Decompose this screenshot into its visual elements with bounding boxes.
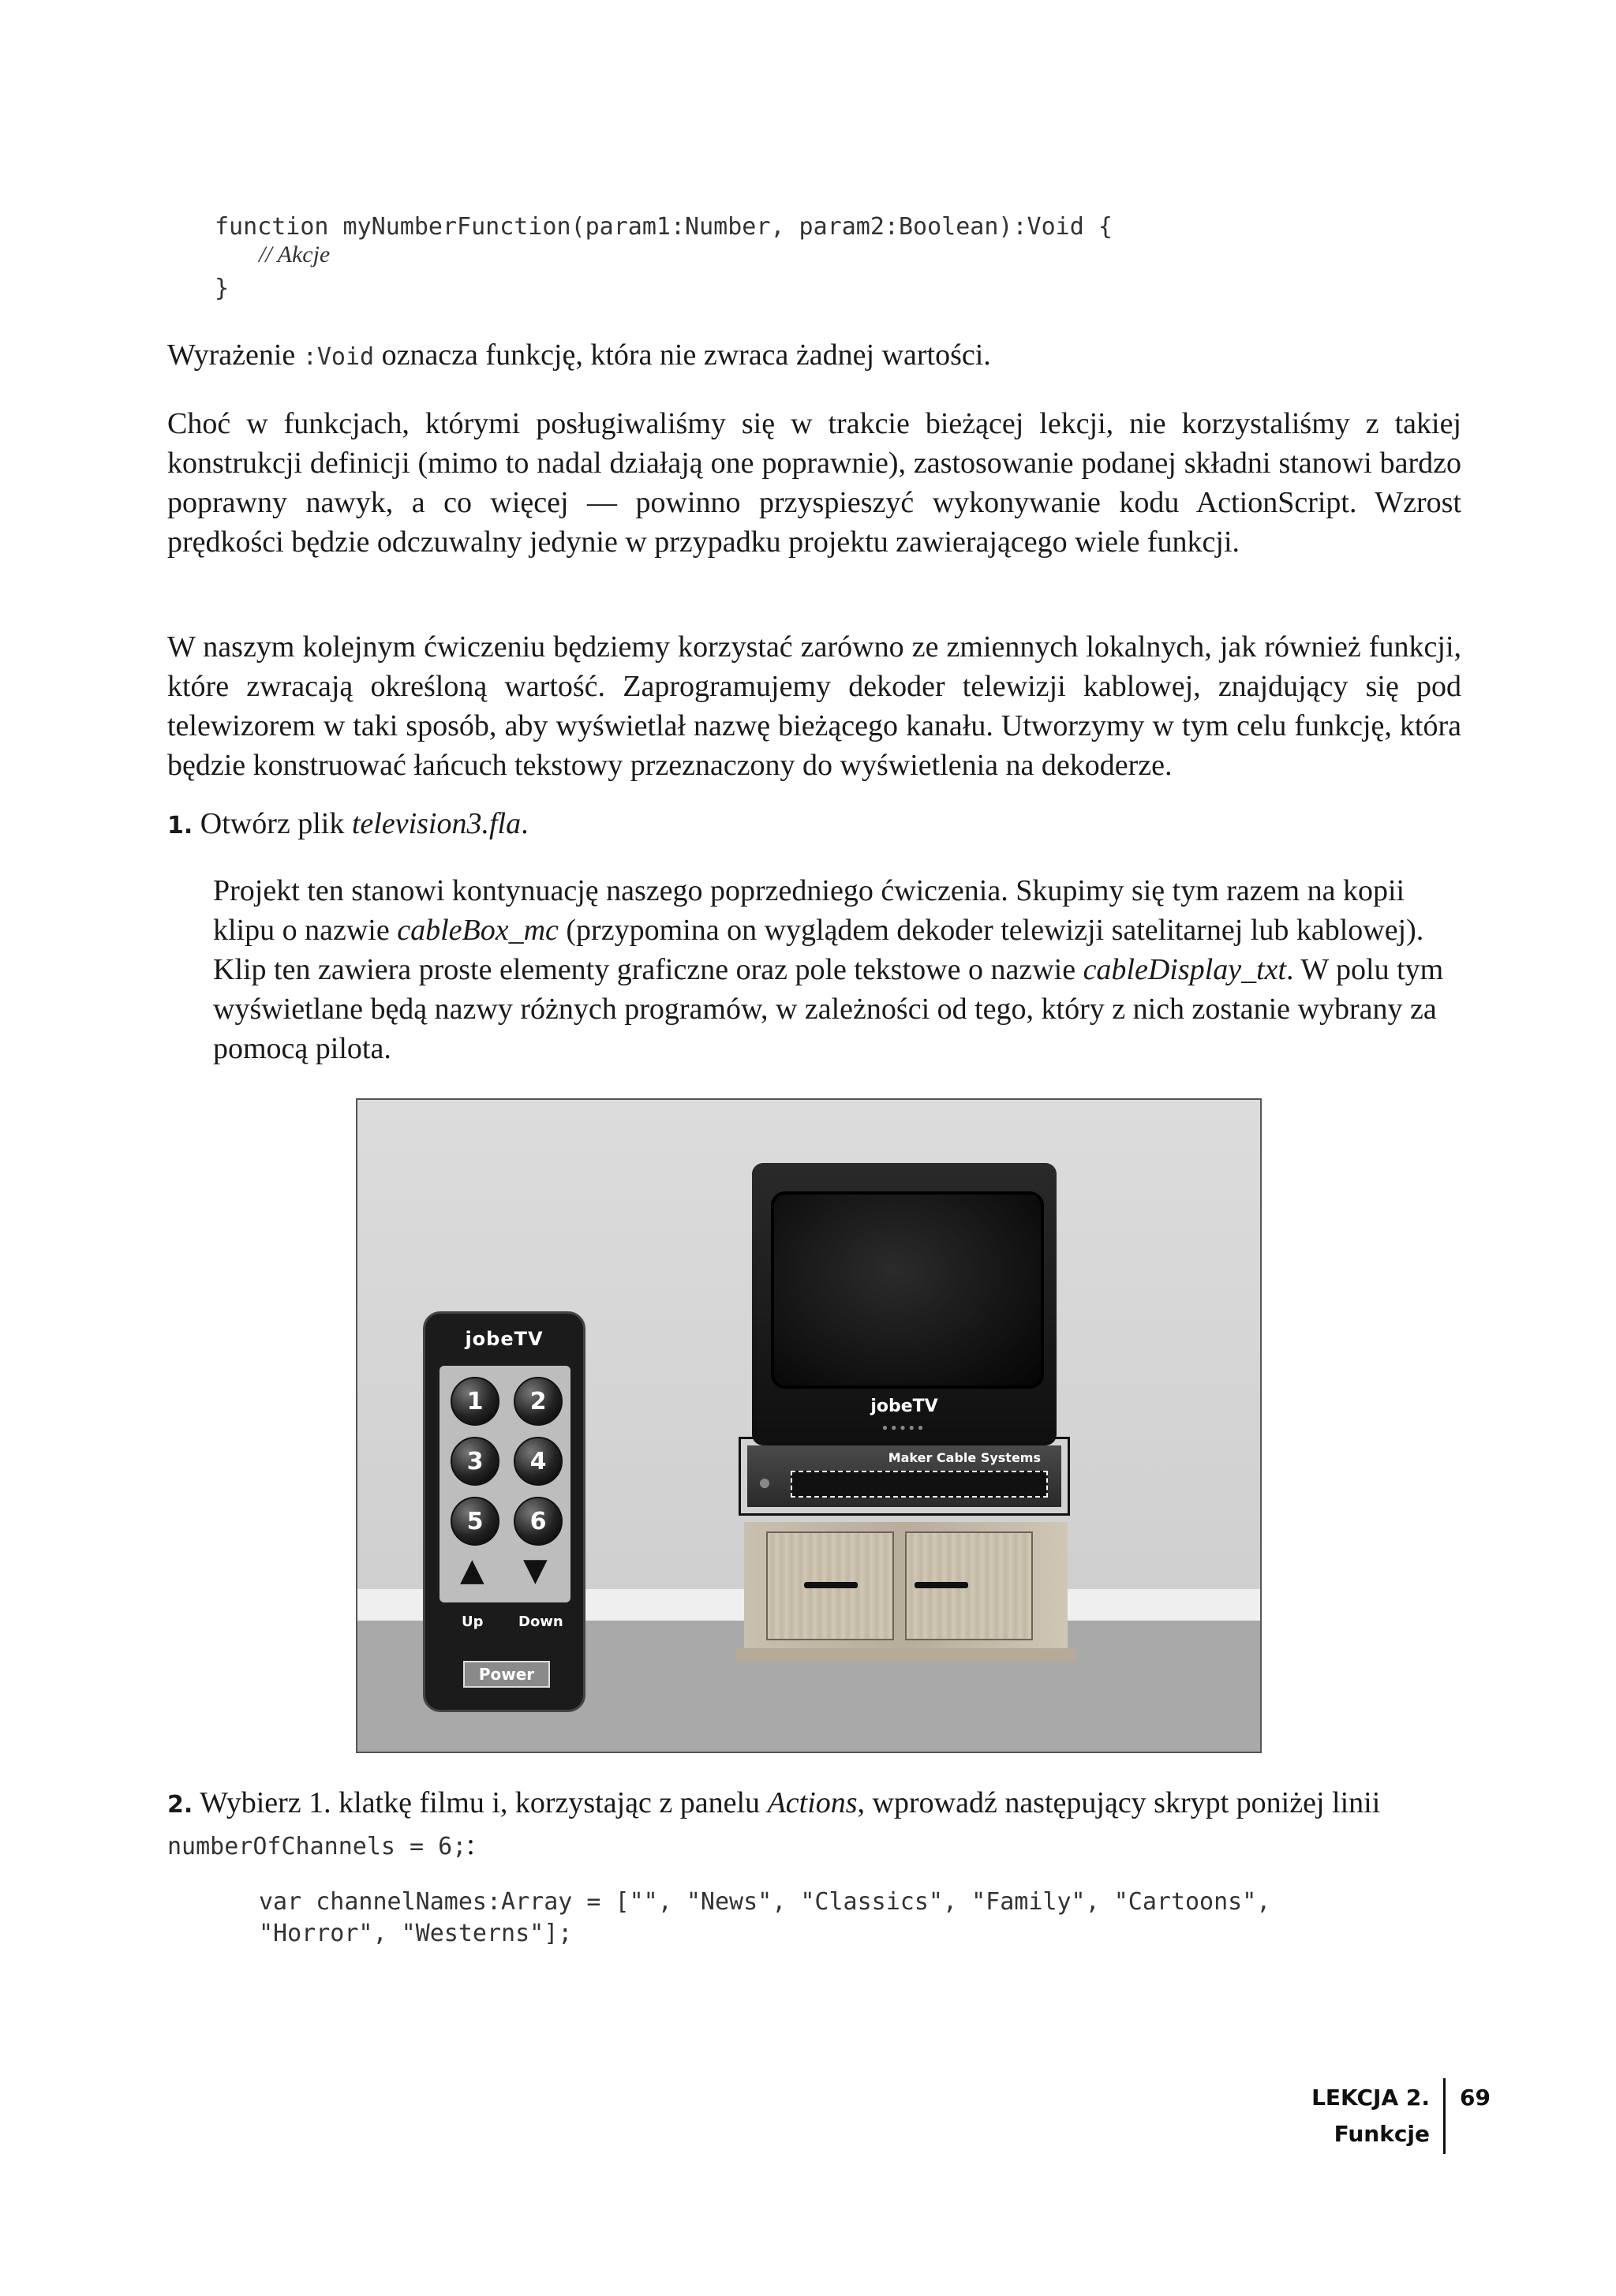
up-arrow-icon[interactable]: ▲: [460, 1552, 484, 1588]
remote-control: [423, 1311, 585, 1712]
remote-brand-label: jobeTV: [465, 1328, 544, 1350]
void-code: :Void: [302, 343, 375, 371]
step-1-desc-part1: Projekt ten stanowi kontynuację naszego poprzedniego ćwiczenia. Skupimy się tym razem na kopii klipu o nazwie: [213, 874, 1405, 947]
cabinet-base: [736, 1648, 1075, 1661]
paragraph-void: [167, 335, 1461, 377]
cabinet-door-left: [766, 1531, 894, 1640]
paragraph-syntax-habit: Choć w funkcjach, którymi posługiwaliśmy się w trakcie bieżącej lekcji, nie korzystaliśmy z takiej konstrukcji definicji (mimo to nadal działają one poprawnie), zastosowanie podanej składni stanowi bardzo poprawny nawyk, a co więcej — powinno przyspieszyć wykonywanie kodu ActionScript. Wzrost prędkości będzie odczuwalny jedynie w przypadku projektu zawierającego wiele funkcji.: [167, 407, 1461, 559]
remote-button-5[interactable]: 5: [451, 1497, 499, 1546]
figure-tv-scene: [356, 1098, 1262, 1753]
step-2-code: numberOfChannels = 6;: [167, 1833, 467, 1860]
code-line-channel-names-2: "Horror", "Westerns"];: [259, 1920, 573, 1947]
cable-display-field: [791, 1471, 1048, 1498]
power-button[interactable]: Power: [463, 1661, 550, 1688]
code-comment: // Akcje: [259, 241, 331, 267]
step-2: [167, 1783, 1461, 1867]
cabinet-handle-left: [804, 1582, 858, 1588]
remote-button-6[interactable]: 6: [514, 1497, 563, 1546]
step-1: [167, 804, 1461, 846]
cabinet-handle-right: [915, 1582, 968, 1588]
step-1-desc-part3: . W polu tym wyświetlane będą nazwy różnych programów, w zależności od tego, który z nich zostanie wybrany za pomocą pilota.: [213, 953, 1444, 1065]
step-1-description: [213, 871, 1444, 1068]
step-2-text-after: :: [466, 1828, 475, 1861]
footer-topic: Funkcje: [1334, 2121, 1430, 2147]
cable-brand-label: Maker Cable Systems: [888, 1450, 1041, 1465]
step-1-desc-part2: (przypomina on wyglądem dekoder telewizji satelitarnej lub kablowej). Klip ten zawiera proste elementy graficzne oraz pole tekstowe o nazwie: [213, 914, 1424, 986]
remote-button-3[interactable]: 3: [451, 1437, 499, 1486]
cable-led-icon: [760, 1479, 769, 1488]
cabinet-door-right: [905, 1531, 1033, 1640]
remote-button-4[interactable]: 4: [514, 1437, 563, 1486]
remote-button-1[interactable]: 1: [451, 1377, 499, 1426]
step-2-text-before: Wybierz 1. klatkę filmu i, korzystając z panelu: [200, 1786, 768, 1819]
footer-divider: [1443, 2078, 1446, 2154]
down-arrow-icon[interactable]: ▼: [523, 1552, 548, 1588]
tv-indicator-dots: ●●●●●: [881, 1422, 927, 1433]
step-2-number: 2.: [167, 1791, 193, 1819]
tv-screen: [771, 1191, 1044, 1389]
step-1-text-after: .: [521, 807, 529, 840]
code-line-channel-names-1: var channelNames:Array = ["", "News", "Classics", "Family", "Cartoons",: [259, 1888, 1271, 1916]
step-1-text-before: Otwórz plik: [200, 807, 352, 840]
field-name: cableDisplay_txt: [1083, 953, 1287, 986]
page-number: 69: [1460, 2085, 1491, 2111]
step-1-number: 1.: [167, 812, 193, 839]
cable-box: [747, 1445, 1061, 1507]
footer-lesson: LEKCJA 2.: [1311, 2085, 1430, 2111]
remote-button-2[interactable]: 2: [514, 1377, 563, 1426]
clip-name: cableBox_mc: [397, 914, 559, 947]
paragraph-exercise-intro: W naszym kolejnym ćwiczeniu będziemy korzystać zarówno ze zmiennych lokalnych, jak również funkcji, które zwracają określoną wartość. Zaprogramujemy dekoder telewizji kablowej, znajdujący się pod telewizorem w taki sposób, aby wyświetlał nazwę bieżącego kanału. Utworzymy w tym celu funkcję, która będzie konstruować łańcuch tekstowy przeznaczony do wyświetlenia na dekoderze.: [167, 630, 1461, 782]
tv-brand-label: jobeTV: [870, 1397, 938, 1416]
step-1-filename: television3.fla: [351, 807, 522, 840]
code-line-function-signature: function myNumberFunction(param1:Number, param2:Boolean):Void {: [215, 213, 1113, 241]
step-2-text-mid: , wprowadź następujący skrypt poniżej linii: [857, 1786, 1381, 1819]
void-text-before: Wyrażenie: [167, 338, 303, 372]
code-line-closing-brace: }: [215, 275, 230, 302]
actions-panel-name: Actions: [767, 1786, 858, 1819]
remote-button-panel: [440, 1366, 570, 1602]
television: [752, 1163, 1057, 1445]
down-label: Down: [518, 1614, 563, 1630]
void-text-after: oznacza funkcję, która nie zwraca żadnej wartości.: [374, 338, 991, 372]
up-label: Up: [462, 1614, 484, 1630]
tv-cabinet: [744, 1522, 1068, 1656]
